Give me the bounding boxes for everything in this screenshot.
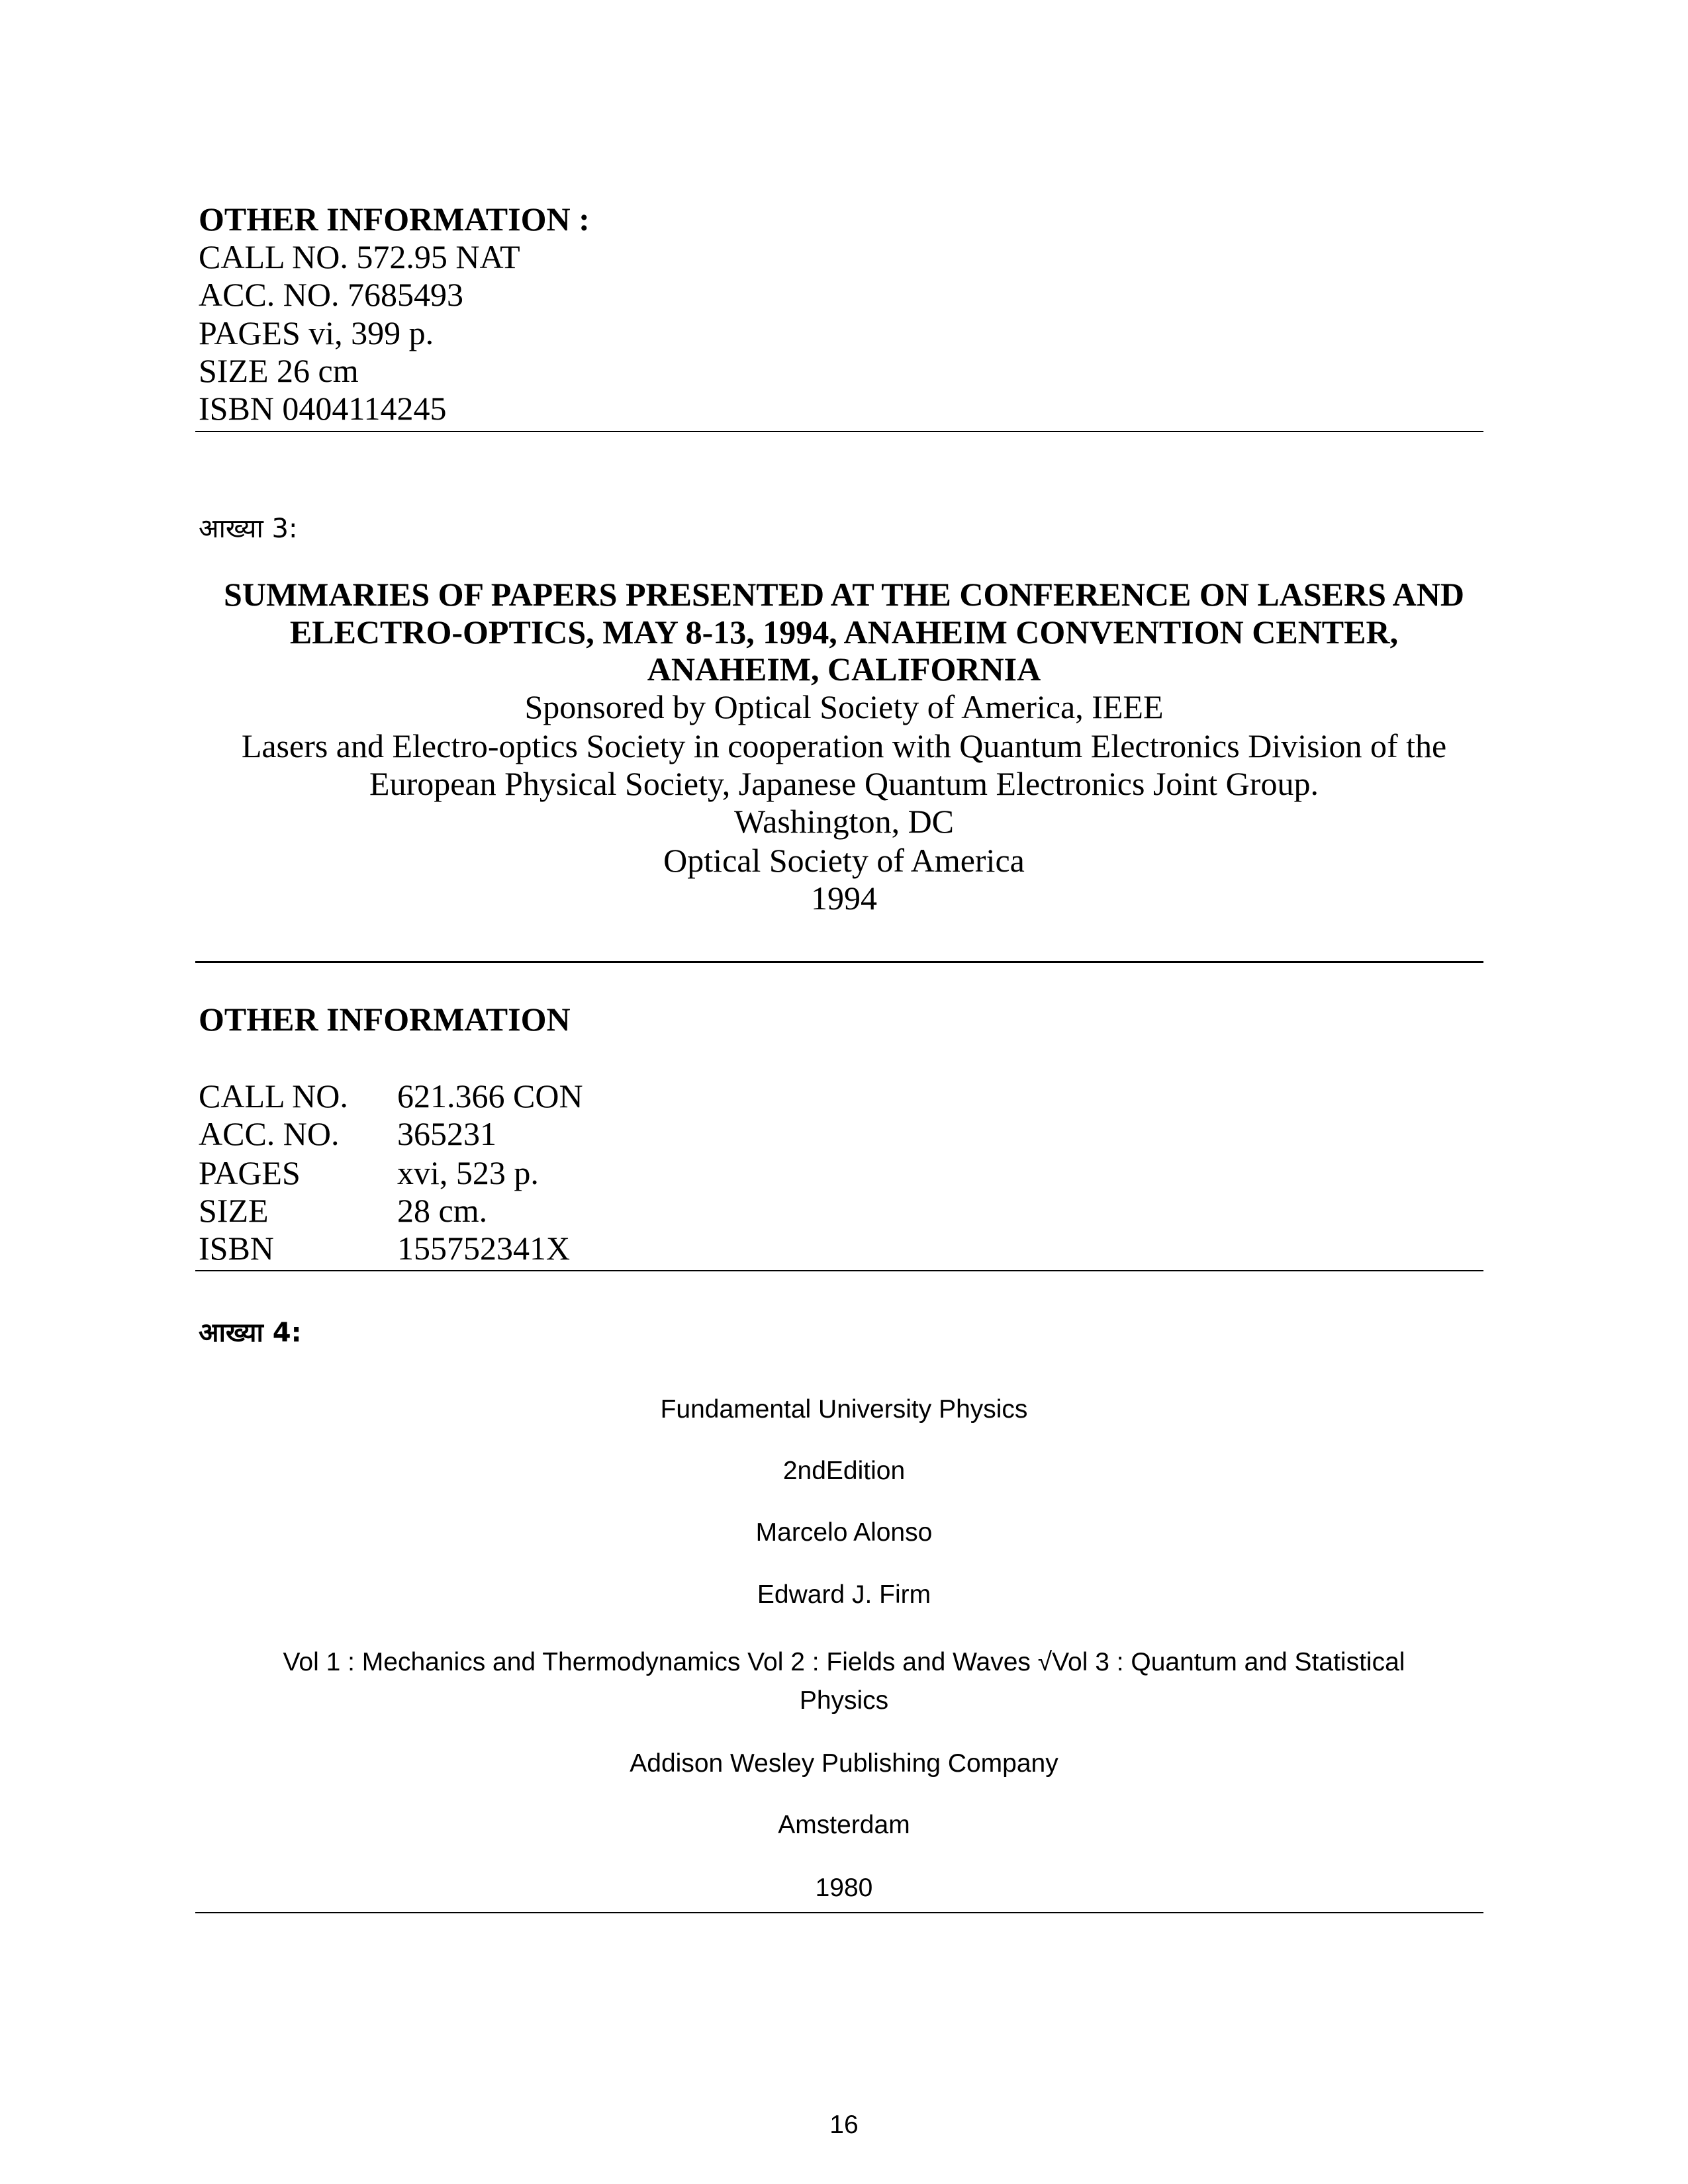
divider: [195, 961, 1483, 963]
field-value: xvi, 523 p.: [397, 1154, 539, 1191]
record-3-label: आख्या 3:: [199, 514, 298, 544]
field-label: ACC. NO.: [199, 1115, 340, 1152]
acc-no: ACC. NO. 7685493: [199, 276, 464, 313]
field-label: CALL NO.: [199, 1077, 348, 1115]
record-3-publisher: Optical Society of America: [663, 842, 1025, 879]
pages: PAGES vi, 399 p.: [199, 314, 434, 351]
record-3-place: Washington, DC: [733, 803, 955, 840]
record-3-title-line: SUMMARIES OF PAPERS PRESENTED AT THE CONFERENCE ON LASERS AND: [224, 576, 1464, 613]
field-label: SIZE: [199, 1192, 269, 1229]
field-value: 155752341X: [397, 1230, 571, 1267]
field-value: 28 cm.: [397, 1192, 488, 1229]
divider: [195, 431, 1483, 432]
record-4-publisher: Addison Wesley Publishing Company: [630, 1749, 1058, 1778]
record-3-title-line: ANAHEIM, CALIFORNIA: [647, 651, 1041, 688]
record-4-title: Fundamental University Physics: [660, 1395, 1028, 1424]
divider: [195, 1912, 1483, 1913]
divider: [195, 1270, 1483, 1271]
record-4-author: Marcelo Alonso: [755, 1518, 933, 1547]
record-4-author: Edward J. Firm: [757, 1580, 931, 1609]
record-4-year: 1980: [815, 1874, 873, 1902]
record-3-title-line: ELECTRO-OPTICS, MAY 8-13, 1994, ANAHEIM CONVENTION CENTER,: [289, 614, 1399, 651]
field-label: ISBN: [199, 1230, 274, 1267]
record-4-edition: 2ndEdition: [782, 1457, 906, 1485]
record-3-detail: Lasers and Electro-optics Society in cooperation with Quantum Electronics Division of the: [241, 727, 1447, 764]
call-no: CALL NO. 572.95 NAT: [199, 238, 520, 275]
page-number: 16: [829, 2111, 859, 2139]
other-information-heading: OTHER INFORMATION: [199, 1001, 571, 1038]
field-value: 365231: [397, 1115, 496, 1152]
record-4-label: आख्या 4:: [199, 1318, 302, 1348]
isbn: ISBN 0404114245: [199, 390, 447, 427]
record-4-volumes: Vol 1 : Mechanics and Thermodynamics Vol 2 : Fields and Waves √Vol 3 : Quantum and Statistical: [283, 1648, 1405, 1676]
field-label: PAGES: [199, 1154, 301, 1191]
record-3-detail: Sponsored by Optical Society of America, IEEE: [524, 688, 1164, 725]
record-4-place: Amsterdam: [778, 1811, 910, 1839]
size: SIZE 26 cm: [199, 352, 359, 389]
field-value: 621.366 CON: [397, 1077, 583, 1115]
record-3-detail: European Physical Society, Japanese Quantum Electronics Joint Group.: [369, 765, 1319, 802]
record-4-volumes-cont: Physics: [799, 1686, 889, 1715]
record-3-year: 1994: [811, 880, 877, 917]
other-information-heading: OTHER INFORMATION :: [199, 201, 590, 238]
